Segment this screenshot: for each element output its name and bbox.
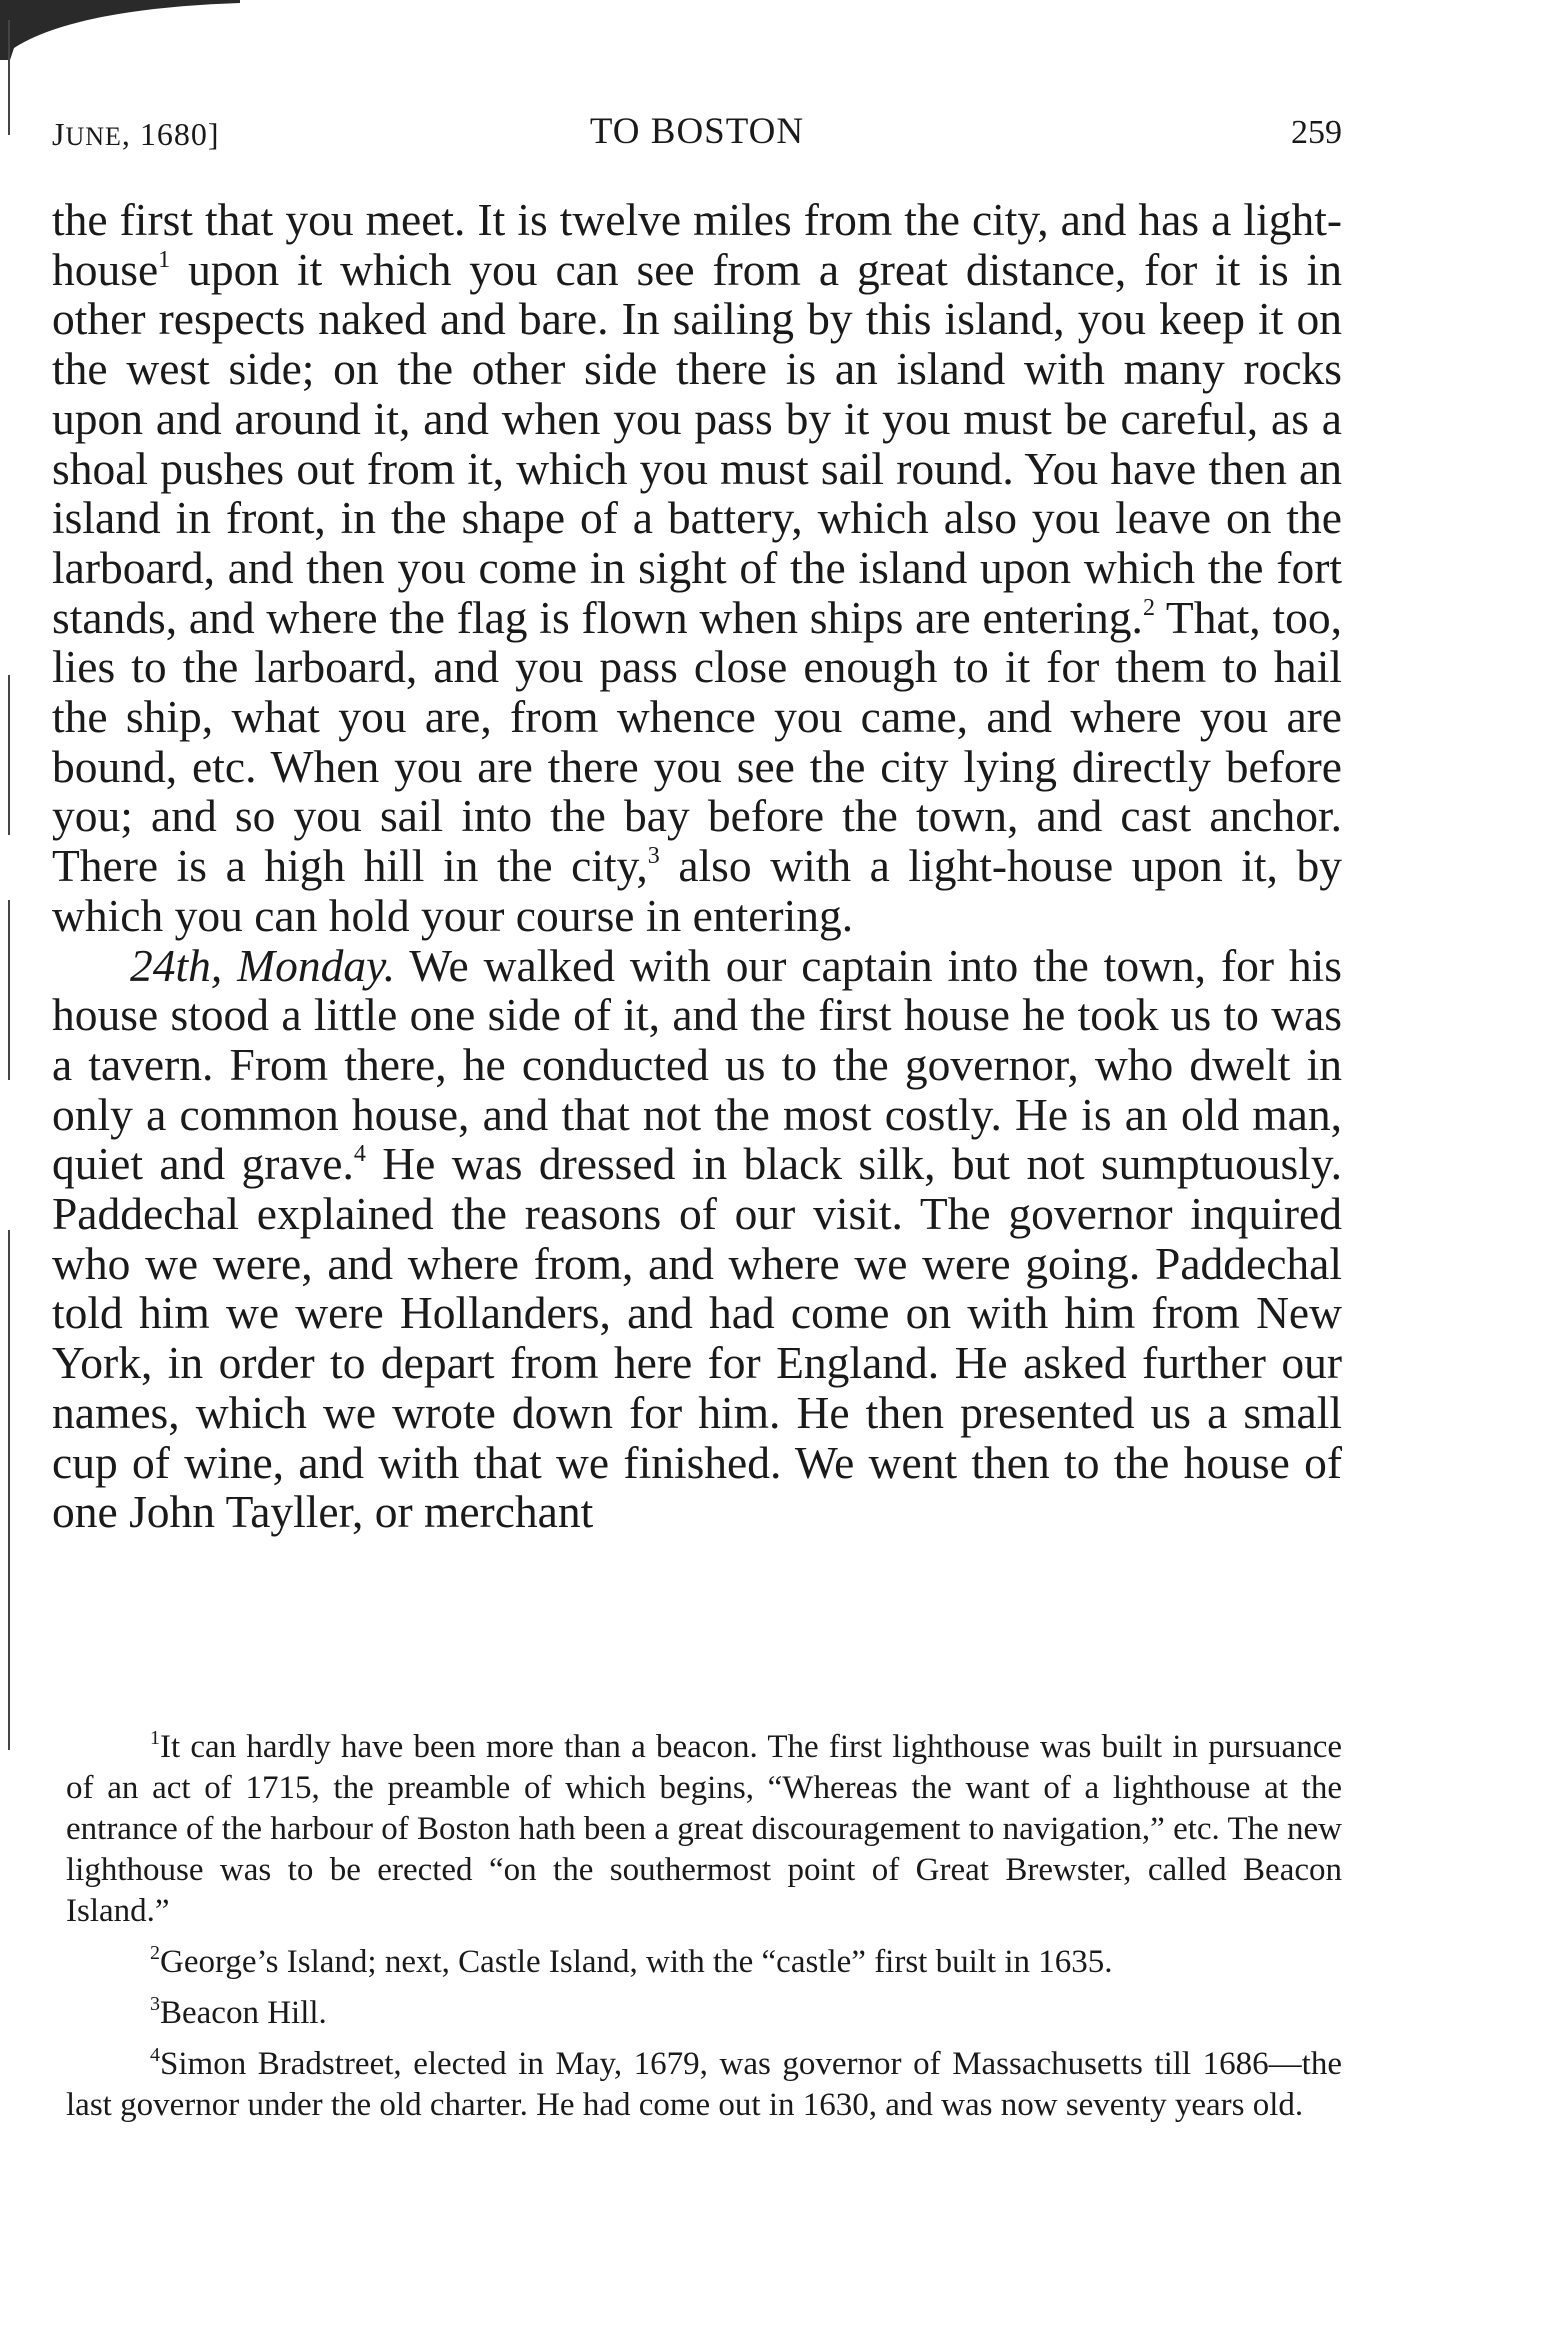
footnote: $^1$It can hardly have been more than a beacon. The first lighthouse was built in pursuance of an act of 1715, the preamble of which begins, “Whereas the want of a lighthouse at the entrance of the harbour of Boston hath been a great discouragement to navigation,” etc. The new lighthouse was to be erected “on the southermost point of Great Brewster, called Beacon Island.” [66,1727,1342,1929]
footnote: $^2$George’s Island; next, Castle Island, with the “castle” first built in 1635. [150,1942,1113,1980]
footnote: $^3$Beacon Hill. [150,1993,327,2031]
running-header [52,110,1342,160]
margin-rule-middle [8,675,10,835]
footnote-ref: 4 [353,1141,366,1168]
header-title: TO BOSTON [589,111,805,152]
margin-rule-lower [8,900,10,1080]
footnote: $^4$Simon Bradstreet, elected in May, 1679, was governor of Massachusetts till 1686—the last governor under the old charter. He had come out in 1630, and was now seventy years old. [66,2044,1342,2123]
paragraph: the first that you meet. It is twelve miles from the city, and has a light-house$^1$ upon it which you can see from a great distance, for it is in other respects naked and bare. In sailing by this island, you keep it on the west side; on the other side there is an island with many rocks upon and around it, and when you pass by it you must be careful, as a shoal pushes out from it, which you must sail round. You have then an island in front, in the shape of a battery, which also you leave on the larboard, and then you come in sight of the island upon which the fort stands, and where the flag is flown when ships are entering.$^2$ That, too, lies to the larboard, and you pass close enough to it for them to hail the ship, what you are, from whence you came, and where you are bound, etc. When you are there you see the city lying directly before you; and so you sail into the bay before the town, and cast anchor. There is a high hill in the city,$^3$ also with a light-house upon it, by which you can hold your course in entering. [52,194,1342,941]
margin-rule-bottom [8,1230,10,1750]
footnote-ref: 3 [647,843,660,870]
body-text [52,195,1342,1537]
date-heading: 24th, Monday. [130,939,396,991]
footnote-ref: 2 [1142,594,1155,621]
footnote-ref: 1 [158,246,171,273]
margin-rule-top [8,20,10,135]
page-corner-shadow [0,0,240,60]
paragraph: 24th, Monday. We walked with our captain into the town, for his house stood a little one side of it, and the first house he took us to was a tavern. From there, he conducted us to the governor, who dwelt in only a common house, and that not the most costly. He is an old man, quiet and grave.$^4$ He was dressed in black silk, but not sumptuously. Paddechal explained the reasons of our visit. The governor inquired who we were, and where from, and where we were going. Paddechal told him we were Hollanders, and had come on with him from New York, in order to depart from here for England. He asked further our names, which we wrote down for him. He then presented us a small cup of wine, and with that we finished. We went then to the house of one John Tayller, or merchant [52,939,1343,1538]
page-number: 259 [1291,114,1342,151]
header-date: JUNE, 1680] [52,116,220,152]
footnotes [66,1727,1342,2136]
